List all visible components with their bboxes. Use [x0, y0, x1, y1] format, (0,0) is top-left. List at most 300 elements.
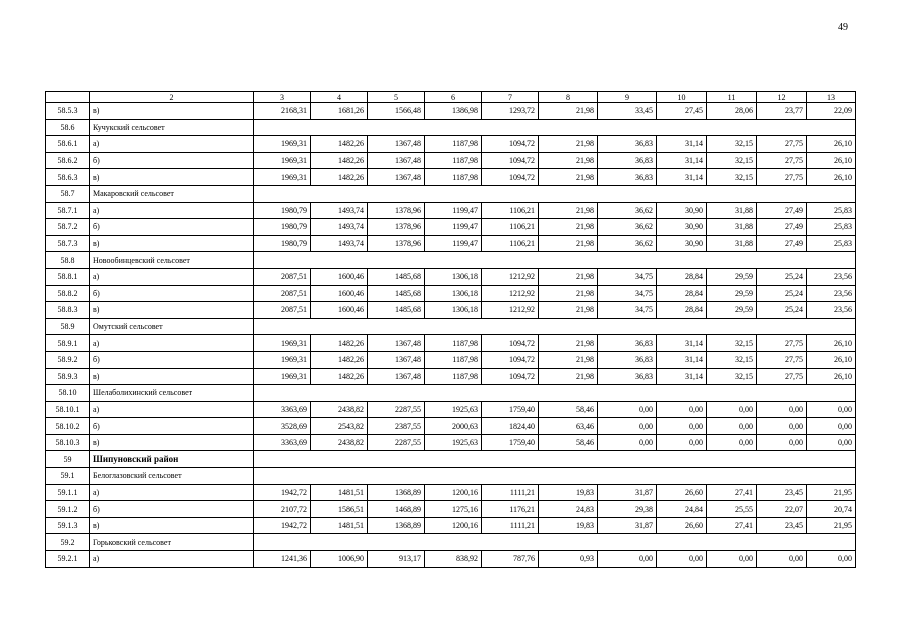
value-cell: 36,62	[598, 202, 657, 219]
value-cell: 1759,40	[482, 434, 539, 451]
value-cell: 34,75	[598, 285, 657, 302]
value-cell: 1106,21	[482, 235, 539, 252]
row-label: б)	[90, 219, 254, 236]
section-title: Кучукский сельсовет	[90, 119, 254, 136]
table-row	[46, 202, 856, 219]
value-cell: 1482,26	[311, 368, 368, 385]
value-cell: 1942,72	[254, 484, 311, 501]
section-filler	[254, 534, 856, 551]
value-cell: 21,98	[539, 219, 598, 236]
value-cell: 23,45	[757, 484, 807, 501]
value-cell: 0,00	[598, 551, 657, 568]
value-cell: 1482,26	[311, 335, 368, 352]
value-cell: 0,00	[598, 401, 657, 418]
value-cell: 1925,63	[425, 401, 482, 418]
value-cell: 0,00	[807, 434, 856, 451]
value-cell: 23,56	[807, 285, 856, 302]
value-cell: 2287,55	[368, 401, 425, 418]
value-cell: 1187,98	[425, 368, 482, 385]
value-cell: 26,60	[657, 517, 707, 534]
value-cell: 36,62	[598, 235, 657, 252]
value-cell: 19,83	[539, 517, 598, 534]
value-cell: 32,15	[707, 351, 757, 368]
header-cell: 7	[482, 92, 539, 103]
row-label: б)	[90, 501, 254, 518]
value-cell: 1212,92	[482, 268, 539, 285]
value-cell: 2438,82	[311, 401, 368, 418]
value-cell: 2287,55	[368, 434, 425, 451]
value-cell: 36,62	[598, 219, 657, 236]
value-cell: 32,15	[707, 136, 757, 153]
value-cell: 32,15	[707, 152, 757, 169]
value-cell: 21,98	[539, 268, 598, 285]
value-cell: 2087,51	[254, 268, 311, 285]
value-cell: 1367,48	[368, 152, 425, 169]
section-row	[46, 252, 856, 269]
row-id: 58.8.3	[46, 302, 90, 319]
table-row	[46, 418, 856, 435]
value-cell: 1200,16	[425, 517, 482, 534]
value-cell: 1187,98	[425, 152, 482, 169]
header-cell: 8	[539, 92, 598, 103]
row-id: 59.1.3	[46, 517, 90, 534]
value-cell: 1378,96	[368, 202, 425, 219]
value-cell: 27,49	[757, 202, 807, 219]
value-cell: 34,75	[598, 268, 657, 285]
table-row	[46, 136, 856, 153]
table-body	[46, 92, 856, 568]
value-cell: 31,88	[707, 235, 757, 252]
value-cell: 27,75	[757, 351, 807, 368]
value-cell: 63,46	[539, 418, 598, 435]
row-id: 58.8	[46, 252, 90, 269]
row-id: 58.7.1	[46, 202, 90, 219]
value-cell: 0,00	[757, 418, 807, 435]
value-cell: 1367,48	[368, 136, 425, 153]
row-label: б)	[90, 152, 254, 169]
value-cell: 2387,55	[368, 418, 425, 435]
value-cell: 26,10	[807, 335, 856, 352]
value-cell: 1482,26	[311, 152, 368, 169]
value-cell: 0,00	[807, 551, 856, 568]
section-title: Шелаболихинский сельсовет	[90, 385, 254, 402]
section-row	[46, 318, 856, 335]
value-cell: 31,87	[598, 484, 657, 501]
value-cell: 0,00	[657, 434, 707, 451]
table-row	[46, 551, 856, 568]
value-cell: 36,83	[598, 368, 657, 385]
value-cell: 1969,31	[254, 351, 311, 368]
value-cell: 1006,90	[311, 551, 368, 568]
value-cell: 28,84	[657, 285, 707, 302]
value-cell: 36,83	[598, 335, 657, 352]
value-cell: 21,98	[539, 169, 598, 186]
value-cell: 1482,26	[311, 169, 368, 186]
section-row	[46, 119, 856, 136]
section-title: Омутский сельсовет	[90, 318, 254, 335]
value-cell: 28,84	[657, 302, 707, 319]
value-cell: 1368,89	[368, 517, 425, 534]
value-cell: 1094,72	[482, 152, 539, 169]
value-cell: 36,83	[598, 351, 657, 368]
table-row	[46, 351, 856, 368]
table-row	[46, 401, 856, 418]
value-cell: 1378,96	[368, 235, 425, 252]
row-id: 58.6	[46, 119, 90, 136]
value-cell: 1368,89	[368, 484, 425, 501]
value-cell: 0,00	[757, 401, 807, 418]
row-id: 58.7	[46, 185, 90, 202]
value-cell: 2168,31	[254, 103, 311, 120]
value-cell: 21,98	[539, 136, 598, 153]
section-filler	[254, 385, 856, 402]
row-label: в)	[90, 368, 254, 385]
value-cell: 1969,31	[254, 368, 311, 385]
header-cell: 13	[807, 92, 856, 103]
row-label: в)	[90, 169, 254, 186]
value-cell: 58,46	[539, 401, 598, 418]
value-cell: 0,00	[657, 401, 707, 418]
value-cell: 1485,68	[368, 285, 425, 302]
header-cell: 3	[254, 92, 311, 103]
value-cell: 1293,72	[482, 103, 539, 120]
value-cell: 1600,46	[311, 268, 368, 285]
row-id: 58.10.3	[46, 434, 90, 451]
table-row	[46, 517, 856, 534]
row-label: б)	[90, 418, 254, 435]
value-cell: 27,41	[707, 517, 757, 534]
section-row	[46, 385, 856, 402]
value-cell: 1485,68	[368, 268, 425, 285]
table-row	[46, 235, 856, 252]
value-cell: 1367,48	[368, 169, 425, 186]
value-cell: 31,14	[657, 152, 707, 169]
value-cell: 1187,98	[425, 169, 482, 186]
value-cell: 26,60	[657, 484, 707, 501]
value-cell: 21,98	[539, 152, 598, 169]
value-cell: 1980,79	[254, 202, 311, 219]
value-cell: 26,10	[807, 136, 856, 153]
value-cell: 1199,47	[425, 202, 482, 219]
value-cell: 1493,74	[311, 219, 368, 236]
value-cell: 0,00	[807, 418, 856, 435]
section-title: Новообинцевский сельсовет	[90, 252, 254, 269]
table-row	[46, 169, 856, 186]
section-title: Макаровский сельсовет	[90, 185, 254, 202]
value-cell: 27,41	[707, 484, 757, 501]
row-label: а)	[90, 268, 254, 285]
value-cell: 31,14	[657, 368, 707, 385]
table-row	[46, 484, 856, 501]
value-cell: 34,75	[598, 302, 657, 319]
value-cell: 1106,21	[482, 219, 539, 236]
value-cell: 27,75	[757, 169, 807, 186]
row-id: 58.10	[46, 385, 90, 402]
section-filler	[254, 119, 856, 136]
value-cell: 33,45	[598, 103, 657, 120]
value-cell: 26,10	[807, 152, 856, 169]
row-id: 58.9.2	[46, 351, 90, 368]
value-cell: 1493,74	[311, 235, 368, 252]
value-cell: 0,93	[539, 551, 598, 568]
row-label: в)	[90, 517, 254, 534]
value-cell: 0,00	[598, 418, 657, 435]
value-cell: 23,56	[807, 268, 856, 285]
value-cell: 21,98	[539, 351, 598, 368]
table-row	[46, 501, 856, 518]
value-cell: 21,98	[539, 235, 598, 252]
value-cell: 1759,40	[482, 401, 539, 418]
section-filler	[254, 185, 856, 202]
table-row	[46, 434, 856, 451]
value-cell: 31,14	[657, 136, 707, 153]
value-cell: 1980,79	[254, 235, 311, 252]
value-cell: 23,77	[757, 103, 807, 120]
value-cell: 22,07	[757, 501, 807, 518]
value-cell: 1600,46	[311, 302, 368, 319]
value-cell: 23,45	[757, 517, 807, 534]
table-row	[46, 302, 856, 319]
value-cell: 1481,51	[311, 484, 368, 501]
value-cell: 0,00	[807, 401, 856, 418]
row-label: в)	[90, 302, 254, 319]
value-cell: 0,00	[757, 551, 807, 568]
header-cell: 9	[598, 92, 657, 103]
value-cell: 1969,31	[254, 335, 311, 352]
table-row	[46, 219, 856, 236]
value-cell: 1212,92	[482, 285, 539, 302]
table-row	[46, 368, 856, 385]
value-cell: 21,95	[807, 484, 856, 501]
value-cell: 1306,18	[425, 268, 482, 285]
district-row	[46, 451, 856, 468]
row-id: 59.2	[46, 534, 90, 551]
value-cell: 21,98	[539, 285, 598, 302]
row-id: 58.10.1	[46, 401, 90, 418]
section-title: Горьковский сельсовет	[90, 534, 254, 551]
header-cell: 2	[90, 92, 254, 103]
value-cell: 0,00	[707, 434, 757, 451]
value-cell: 1094,72	[482, 169, 539, 186]
row-label: а)	[90, 484, 254, 501]
row-id: 58.5.3	[46, 103, 90, 120]
value-cell: 1094,72	[482, 368, 539, 385]
value-cell: 2000,63	[425, 418, 482, 435]
value-cell: 1482,26	[311, 136, 368, 153]
value-cell: 1468,89	[368, 501, 425, 518]
value-cell: 21,98	[539, 202, 598, 219]
value-cell: 31,87	[598, 517, 657, 534]
value-cell: 31,14	[657, 351, 707, 368]
value-cell: 29,59	[707, 285, 757, 302]
value-cell: 30,90	[657, 202, 707, 219]
value-cell: 36,83	[598, 169, 657, 186]
value-cell: 1212,92	[482, 302, 539, 319]
value-cell: 24,83	[539, 501, 598, 518]
value-cell: 1367,48	[368, 351, 425, 368]
header-cell: 6	[425, 92, 482, 103]
value-cell: 1187,98	[425, 351, 482, 368]
value-cell: 0,00	[657, 551, 707, 568]
value-cell: 1969,31	[254, 169, 311, 186]
value-cell: 29,59	[707, 302, 757, 319]
value-cell: 32,15	[707, 335, 757, 352]
row-label: в)	[90, 434, 254, 451]
value-cell: 0,00	[707, 401, 757, 418]
row-id: 58.8.2	[46, 285, 90, 302]
value-cell: 1306,18	[425, 302, 482, 319]
value-cell: 1306,18	[425, 285, 482, 302]
district-title: Шипуновский район	[90, 451, 254, 468]
value-cell: 1969,31	[254, 136, 311, 153]
value-cell: 1378,96	[368, 219, 425, 236]
section-row	[46, 534, 856, 551]
section-row	[46, 468, 856, 485]
header-cell: 5	[368, 92, 425, 103]
value-cell: 21,98	[539, 302, 598, 319]
table-row	[46, 335, 856, 352]
value-cell: 2438,82	[311, 434, 368, 451]
value-cell: 29,38	[598, 501, 657, 518]
value-cell: 1094,72	[482, 351, 539, 368]
value-cell: 20,74	[807, 501, 856, 518]
value-cell: 1241,36	[254, 551, 311, 568]
value-cell: 36,83	[598, 152, 657, 169]
value-cell: 29,59	[707, 268, 757, 285]
row-id: 58.6.1	[46, 136, 90, 153]
value-cell: 25,83	[807, 235, 856, 252]
value-cell: 1187,98	[425, 136, 482, 153]
value-cell: 21,98	[539, 335, 598, 352]
header-row	[46, 92, 856, 103]
value-cell: 2087,51	[254, 302, 311, 319]
value-cell: 30,90	[657, 235, 707, 252]
row-id: 58.8.1	[46, 268, 90, 285]
value-cell: 26,10	[807, 368, 856, 385]
row-id: 59.1.2	[46, 501, 90, 518]
row-id: 58.7.3	[46, 235, 90, 252]
header-cell: 12	[757, 92, 807, 103]
header-cell: 4	[311, 92, 368, 103]
value-cell: 26,10	[807, 351, 856, 368]
value-cell: 31,88	[707, 202, 757, 219]
table-row	[46, 285, 856, 302]
value-cell: 1824,40	[482, 418, 539, 435]
value-cell: 1199,47	[425, 219, 482, 236]
value-cell: 0,00	[707, 551, 757, 568]
header-cell: 10	[657, 92, 707, 103]
row-label: а)	[90, 136, 254, 153]
value-cell: 1111,21	[482, 484, 539, 501]
header-cell-empty	[46, 92, 90, 103]
row-id: 59.1.1	[46, 484, 90, 501]
section-title: Белоглазовский сельсовет	[90, 468, 254, 485]
tariff-table	[45, 91, 856, 568]
value-cell: 1600,46	[311, 285, 368, 302]
value-cell: 1094,72	[482, 335, 539, 352]
value-cell: 1482,26	[311, 351, 368, 368]
value-cell: 1969,31	[254, 152, 311, 169]
value-cell: 32,15	[707, 368, 757, 385]
page-number: 49	[838, 22, 848, 33]
section-filler	[254, 318, 856, 335]
value-cell: 2087,51	[254, 285, 311, 302]
row-id: 59.1	[46, 468, 90, 485]
value-cell: 1176,21	[482, 501, 539, 518]
value-cell: 1481,51	[311, 517, 368, 534]
value-cell: 32,15	[707, 169, 757, 186]
value-cell: 23,56	[807, 302, 856, 319]
value-cell: 31,88	[707, 219, 757, 236]
value-cell: 27,75	[757, 335, 807, 352]
value-cell: 838,92	[425, 551, 482, 568]
row-id: 58.9.1	[46, 335, 90, 352]
section-filler	[254, 468, 856, 485]
value-cell: 0,00	[598, 434, 657, 451]
value-cell: 25,24	[757, 268, 807, 285]
row-label: в)	[90, 103, 254, 120]
value-cell: 25,83	[807, 202, 856, 219]
value-cell: 1199,47	[425, 235, 482, 252]
row-label: а)	[90, 401, 254, 418]
value-cell: 1367,48	[368, 335, 425, 352]
value-cell: 913,17	[368, 551, 425, 568]
value-cell: 1942,72	[254, 517, 311, 534]
value-cell: 1980,79	[254, 219, 311, 236]
value-cell: 2107,72	[254, 501, 311, 518]
value-cell: 3528,69	[254, 418, 311, 435]
value-cell: 3363,69	[254, 401, 311, 418]
table-row	[46, 103, 856, 120]
value-cell: 787,76	[482, 551, 539, 568]
value-cell: 31,14	[657, 335, 707, 352]
row-id: 58.6.2	[46, 152, 90, 169]
section-filler	[254, 451, 856, 468]
value-cell: 28,06	[707, 103, 757, 120]
value-cell: 1681,26	[311, 103, 368, 120]
value-cell: 1106,21	[482, 202, 539, 219]
row-label: б)	[90, 285, 254, 302]
value-cell: 1386,98	[425, 103, 482, 120]
row-label: а)	[90, 551, 254, 568]
row-label: в)	[90, 235, 254, 252]
value-cell: 1200,16	[425, 484, 482, 501]
value-cell: 1367,48	[368, 368, 425, 385]
value-cell: 1111,21	[482, 517, 539, 534]
value-cell: 22,09	[807, 103, 856, 120]
row-id: 58.9.3	[46, 368, 90, 385]
value-cell: 27,75	[757, 152, 807, 169]
value-cell: 36,83	[598, 136, 657, 153]
value-cell: 25,55	[707, 501, 757, 518]
value-cell: 28,84	[657, 268, 707, 285]
value-cell: 0,00	[707, 418, 757, 435]
value-cell: 25,83	[807, 219, 856, 236]
value-cell: 0,00	[757, 434, 807, 451]
table-row	[46, 268, 856, 285]
value-cell: 1485,68	[368, 302, 425, 319]
section-filler	[254, 252, 856, 269]
value-cell: 1493,74	[311, 202, 368, 219]
value-cell: 0,00	[657, 418, 707, 435]
row-id: 58.9	[46, 318, 90, 335]
value-cell: 25,24	[757, 302, 807, 319]
value-cell: 26,10	[807, 169, 856, 186]
value-cell: 27,49	[757, 235, 807, 252]
value-cell: 19,83	[539, 484, 598, 501]
table-row	[46, 152, 856, 169]
value-cell: 21,98	[539, 103, 598, 120]
